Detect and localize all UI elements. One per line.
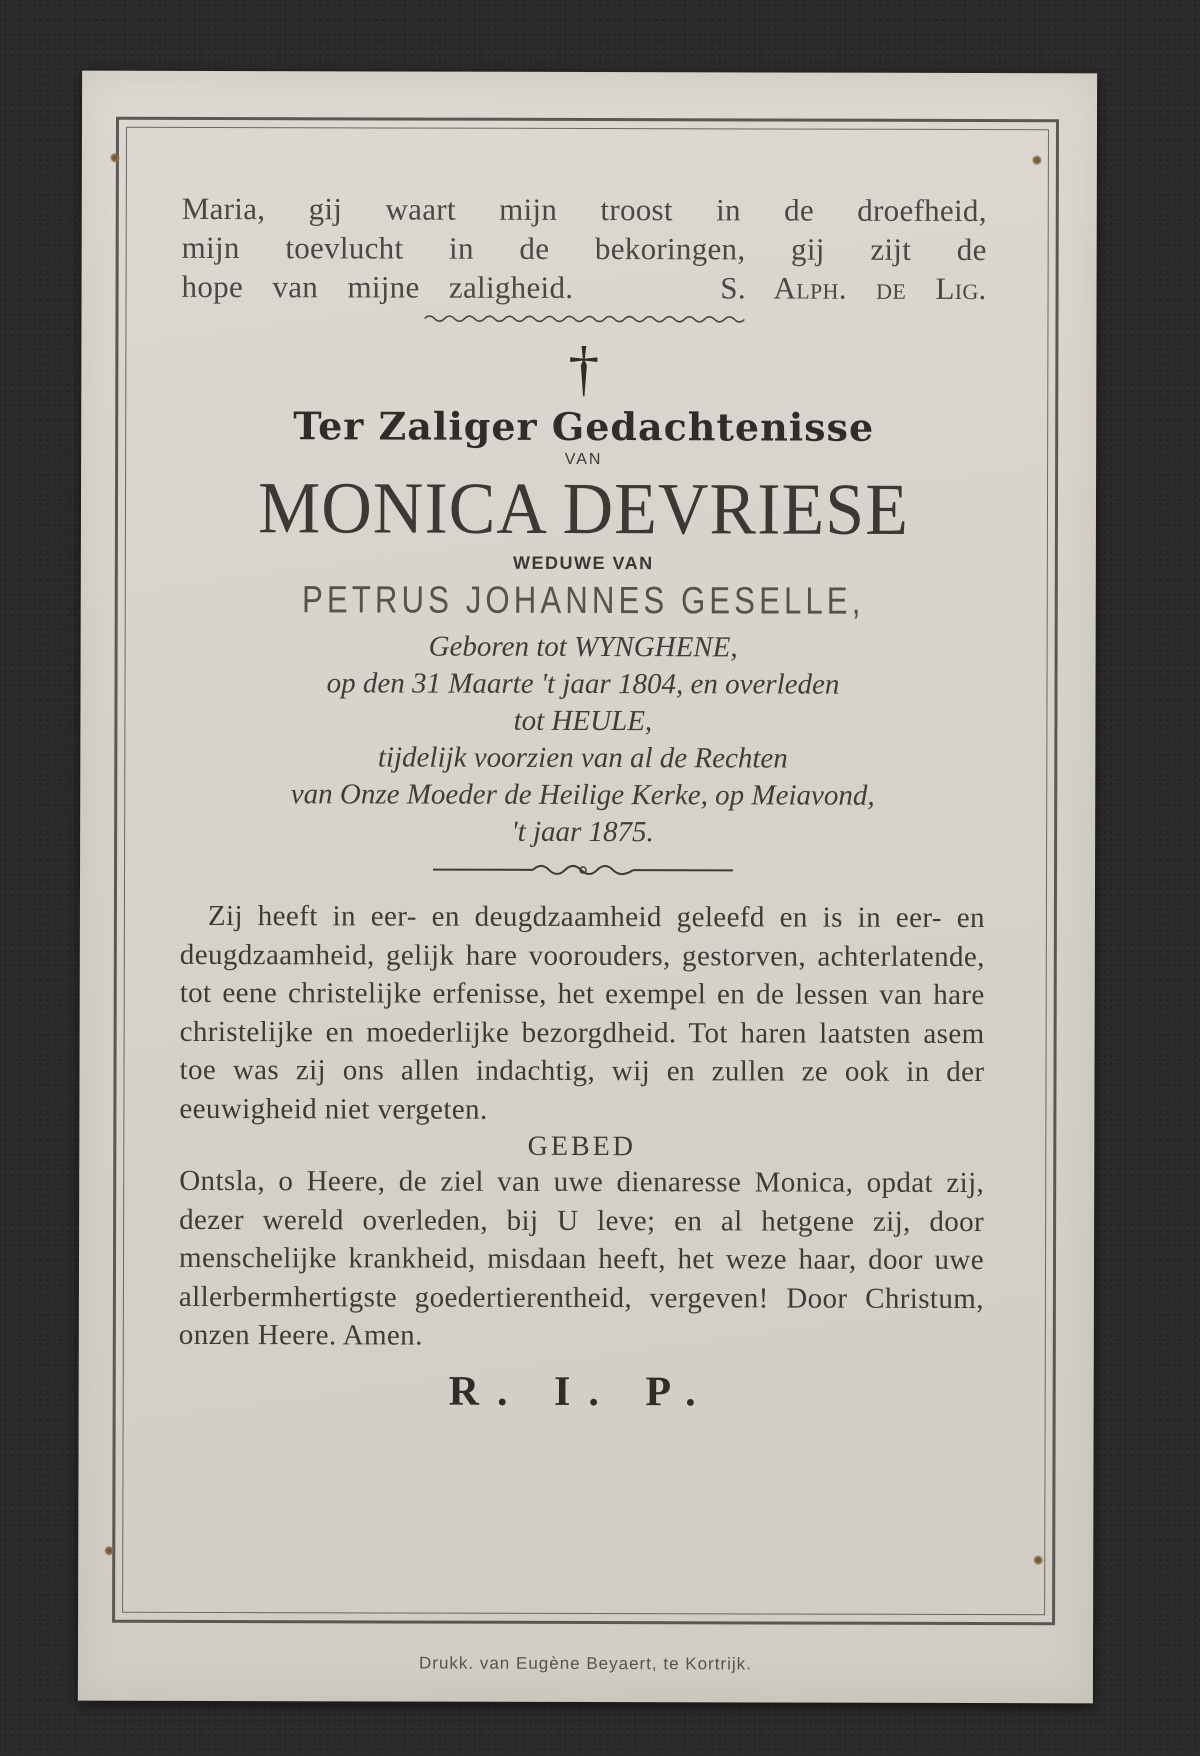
quote-line: hope van mijne zaligheid.	[181, 268, 574, 305]
husband-name: PETRUS JOHANNES GESELLE,	[301, 579, 865, 623]
detail-line: tijdelijk voorzien van al de Rechten	[377, 741, 788, 775]
quote-block	[182, 189, 987, 308]
life-details	[180, 628, 986, 852]
quote-line: mijn toevlucht in de bekoringen, gij zijt de	[181, 229, 987, 268]
detail-line: tot HEULE,	[513, 704, 653, 738]
card-content	[179, 189, 987, 1417]
printer-credit: Drukk. van Eugène Beyaert, te Kortrijk.	[419, 1653, 752, 1674]
detail-line: op den 31 Maarte 't jaar 1804, en overleden	[326, 667, 840, 701]
quote-line: Maria, gij waart mijn troost in de droefheid,	[181, 190, 987, 229]
heading-van: VAN	[564, 450, 603, 469]
pin-hole-bottom-right	[1033, 1555, 1043, 1565]
wavy-divider	[424, 313, 744, 326]
deceased-name: MONICA DEVRIESE	[257, 468, 910, 551]
detail-line: van Onze Moeder de Heilige Kerke, op Meiavond,	[290, 778, 875, 812]
pin-hole-bottom-left	[104, 1546, 114, 1556]
detail-line: 't jaar 1875.	[511, 815, 654, 849]
prayer-title: GEBED	[527, 1130, 637, 1163]
quote-line-last	[182, 267, 987, 308]
detail-line: Geboren tot WYNGHENE,	[428, 630, 738, 664]
quote-attribution: S. Alph. de Lig.	[720, 270, 987, 307]
memorial-heading: Ter Zaliger Gedachtenisse	[293, 403, 875, 450]
relation-label: WEDUWE VAN	[512, 552, 654, 574]
eulogy-text	[179, 897, 985, 1130]
prayer-text	[179, 1162, 985, 1357]
eulogy-paragraph: Zij heeft in eer- en deugdzaamheid geleefd en is in eer- en deugdzaamheid, gelijk hare voorouders, gestorven, achterlatende, tot eene christelijke erfenisse, het exempel en de lessen van hare christelijke en moederlijke bezorgdheid. Tot haren laatsten asem toe was zij ons allen indachtig, wij en zullen ze ook in der eeuwigheid niet vergeten.	[179, 900, 985, 1126]
rip-closing: R. I. P.	[448, 1368, 714, 1415]
prayer-paragraph: Ontsla, o Heere, de ziel van uwe dienaresse Monica, opdat zij, dezer wereld overleden, bij U leve; en al hetgene zij, door menschelijke krankheid, misdaan heeft, het weze haar, door uwe allerbermhertigste goedertierentheid, vergeven! Door Christum, onzen Heere. Amen.	[178, 1164, 985, 1352]
pin-hole-top-right	[1032, 155, 1042, 165]
pin-hole-top-left	[110, 153, 120, 163]
memorial-card	[78, 71, 1097, 1704]
cross-icon: †	[568, 334, 600, 404]
ornament-divider	[433, 861, 733, 880]
